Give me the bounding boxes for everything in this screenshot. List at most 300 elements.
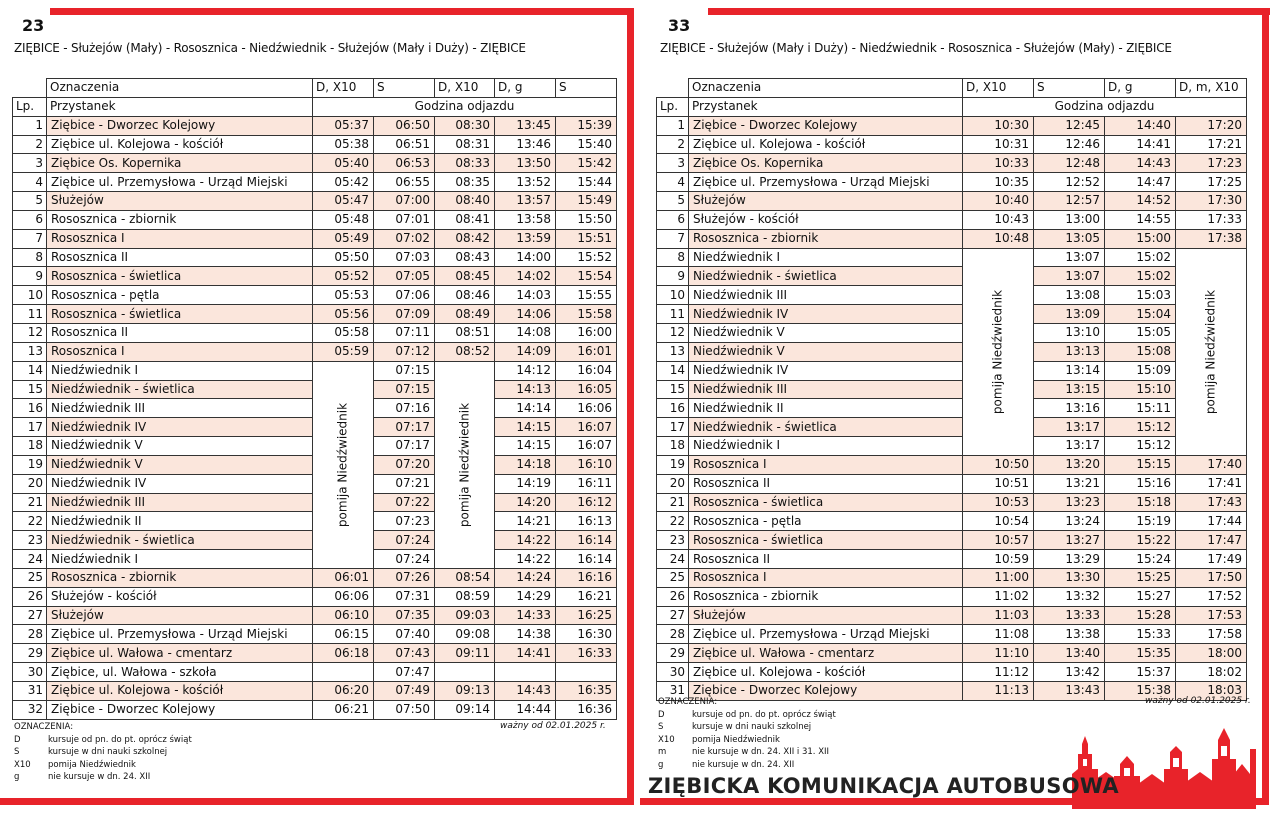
stop-number: 5: [657, 192, 689, 211]
departure-time: 13:42: [1034, 663, 1105, 682]
departure-time: 14:38: [495, 625, 556, 644]
departure-time: 13:16: [1034, 399, 1105, 418]
stop-name: Rososznica II: [47, 323, 313, 342]
stop-number: 5: [13, 192, 47, 211]
departure-time: 13:50: [495, 154, 556, 173]
departure-time: 14:55: [1105, 210, 1176, 229]
header-codes-row: [13, 79, 617, 98]
table-row: [657, 625, 1247, 644]
departure-time: 16:07: [556, 437, 617, 456]
skip-note-cell: [963, 248, 1034, 455]
table-row: [657, 644, 1247, 663]
timetable-page-right: [640, 14, 1264, 804]
table-row: [657, 192, 1247, 211]
departure-time: 17:53: [1176, 606, 1247, 625]
departure-time: 16:14: [556, 531, 617, 550]
table-row: [657, 399, 1247, 418]
stop-number: 25: [13, 568, 47, 587]
stop-number: 27: [13, 606, 47, 625]
stop-number: 1: [13, 116, 47, 135]
departure-time: 07:12: [374, 342, 435, 361]
departure-time: 07:49: [374, 682, 435, 701]
departure-time: 14:20: [495, 493, 556, 512]
departure-time: 13:27: [1034, 531, 1105, 550]
departure-time: 14:12: [495, 361, 556, 380]
departure-time: 13:17: [1034, 418, 1105, 437]
table-row: [657, 418, 1247, 437]
departure-time: 08:42: [435, 229, 495, 248]
route-title: ZIĘBICE - Służejów (Mały) - Rososznica - Niedźwiednik - Służejów (Mały i Duży) - ZIĘBICE: [14, 41, 526, 55]
departure-time: [435, 663, 495, 682]
departure-time: 13:58: [495, 210, 556, 229]
stop-number: 19: [13, 455, 47, 474]
departure-time: 10:40: [963, 192, 1034, 211]
departure-time: 13:45: [495, 116, 556, 135]
route-title: ZIĘBICE - Służejów (Mały i Duży) - Niedźwiednik - Rososznica - Służejów (Mały) - ZIĘBICE: [660, 41, 1172, 55]
header-przystanek: Przystanek: [689, 97, 963, 116]
departure-time: 14:43: [1105, 154, 1176, 173]
stop-name: Rososznica I: [47, 342, 313, 361]
legend-title: OZNACZENIA:: [14, 722, 74, 732]
stop-number: 10: [657, 286, 689, 305]
departure-time: 05:56: [313, 305, 374, 324]
departure-time: 09:03: [435, 606, 495, 625]
departure-time: 09:13: [435, 682, 495, 701]
stop-name: Niedźwiednik V: [47, 455, 313, 474]
stop-name: Ziębice ul. Przemysłowa - Urząd Miejski: [689, 173, 963, 192]
departure-time: 06:53: [374, 154, 435, 173]
stop-name: Ziębice ul. Kolejowa - kościół: [689, 663, 963, 682]
stop-name: Ziębice Os. Kopernika: [689, 154, 963, 173]
departure-time: 07:35: [374, 606, 435, 625]
departure-time: 17:38: [1176, 229, 1247, 248]
departure-time: 14:41: [1105, 135, 1176, 154]
departure-time: 15:42: [556, 154, 617, 173]
departure-time: 15:22: [1105, 531, 1176, 550]
header-course-code: D, g: [495, 79, 556, 98]
stop-name: Niedźwiednik IV: [689, 361, 963, 380]
departure-time: 15:58: [556, 305, 617, 324]
stop-name: Ziębice - Dworzec Kolejowy: [689, 116, 963, 135]
stop-name: Służejów: [47, 606, 313, 625]
stop-name: Służejów: [689, 192, 963, 211]
departure-time: 16:01: [556, 342, 617, 361]
departure-time: 10:48: [963, 229, 1034, 248]
stop-number: 26: [657, 587, 689, 606]
departure-time: 15:08: [1105, 342, 1176, 361]
departure-time: 16:16: [556, 568, 617, 587]
table-row: [657, 210, 1247, 229]
departure-time: 14:15: [495, 418, 556, 437]
header-course-code: D, X10: [313, 79, 374, 98]
stop-name: Niedźwiednik I: [689, 248, 963, 267]
departure-time: 08:59: [435, 587, 495, 606]
stop-name: Służejów: [47, 192, 313, 211]
departure-time: 15:12: [1105, 437, 1176, 456]
departure-time: 07:02: [374, 229, 435, 248]
departure-time: 07:22: [374, 493, 435, 512]
departure-time: 13:09: [1034, 305, 1105, 324]
departure-time: 08:40: [435, 192, 495, 211]
stop-number: 23: [13, 531, 47, 550]
departure-time: 13:00: [1034, 210, 1105, 229]
table-row: [13, 587, 617, 606]
departure-time: 05:42: [313, 173, 374, 192]
departure-time: 18:03: [1176, 682, 1247, 701]
header-course-code: S: [1034, 79, 1105, 98]
departure-time: 15:33: [1105, 625, 1176, 644]
stop-number: 16: [13, 399, 47, 418]
departure-time: 16:36: [556, 700, 617, 719]
stop-number: 10: [13, 286, 47, 305]
departure-time: 17:20: [1176, 116, 1247, 135]
header-blank: [657, 79, 689, 98]
legend-code: X10: [658, 734, 675, 745]
departure-time: 07:47: [374, 663, 435, 682]
departure-time: 15:24: [1105, 550, 1176, 569]
departure-time: 16:06: [556, 399, 617, 418]
legend-item: [14, 759, 192, 772]
stop-name: Ziębice ul. Przemysłowa - Urząd Miejski: [47, 173, 313, 192]
departure-time: 13:32: [1034, 587, 1105, 606]
table-row: [657, 531, 1247, 550]
stop-number: 18: [657, 437, 689, 456]
table-row: [657, 474, 1247, 493]
departure-time: 15:27: [1105, 587, 1176, 606]
departure-time: 13:07: [1034, 267, 1105, 286]
table-row: [13, 625, 617, 644]
stop-name: Ziębice - Dworzec Kolejowy: [47, 116, 313, 135]
departure-time: 05:53: [313, 286, 374, 305]
departure-time: 12:57: [1034, 192, 1105, 211]
legend-title: OZNACZENIA:: [658, 697, 718, 707]
legend-text: pomija Niedźwiednik: [48, 759, 136, 770]
stop-number: 26: [13, 587, 47, 606]
stop-name: Niedźwiednik IV: [689, 305, 963, 324]
departure-time: 06:21: [313, 700, 374, 719]
departure-time: 13:13: [1034, 342, 1105, 361]
departure-time: 16:11: [556, 474, 617, 493]
departure-time: 17:23: [1176, 154, 1247, 173]
departure-time: 10:54: [963, 512, 1034, 531]
table-row: [657, 587, 1247, 606]
table-row: [13, 116, 617, 135]
table-row: [657, 437, 1247, 456]
valid-from: ważny od 02.01.2025 r.: [1145, 696, 1251, 706]
header-oznaczenia: Oznaczenia: [689, 79, 963, 98]
departure-time: 17:49: [1176, 550, 1247, 569]
stop-number: 3: [13, 154, 47, 173]
departure-time: 15:52: [556, 248, 617, 267]
stop-number: 24: [657, 550, 689, 569]
skip-note-cell: [313, 361, 374, 568]
stop-number: 13: [657, 342, 689, 361]
stop-name: Niedźwiednik III: [47, 399, 313, 418]
stop-number: 23: [657, 531, 689, 550]
legend-item: [658, 759, 836, 772]
stop-name: Służejów: [689, 606, 963, 625]
departure-time: 05:40: [313, 154, 374, 173]
table-row: [657, 323, 1247, 342]
header-lp: Lp.: [13, 97, 47, 116]
stop-name: Ziębice Os. Kopernika: [47, 154, 313, 173]
stop-number: 17: [13, 418, 47, 437]
table-row: [13, 342, 617, 361]
skip-note-cell: [1176, 248, 1247, 455]
table-row: [657, 512, 1247, 531]
departure-time: 14:08: [495, 323, 556, 342]
legend-code: g: [658, 759, 664, 770]
page-number: 33: [668, 16, 691, 35]
stop-name: Niedźwiednik - świetlica: [47, 380, 313, 399]
stop-number: 24: [13, 550, 47, 569]
departure-time: 06:10: [313, 606, 374, 625]
departure-time: 15:02: [1105, 267, 1176, 286]
stop-name: Ziębice ul. Przemysłowa - Urząd Miejski: [689, 625, 963, 644]
stop-number: 3: [657, 154, 689, 173]
departure-time: 07:11: [374, 323, 435, 342]
departure-time: 07:24: [374, 550, 435, 569]
departure-time: 16:35: [556, 682, 617, 701]
skip-note-cell: [435, 361, 495, 568]
departure-time: 08:46: [435, 286, 495, 305]
table-row: [13, 286, 617, 305]
departure-time: 17:21: [1176, 135, 1247, 154]
stop-name: Rososznica - świetlica: [689, 493, 963, 512]
stop-number: 6: [657, 210, 689, 229]
departure-time: 17:50: [1176, 568, 1247, 587]
legend-item: [658, 746, 836, 759]
departure-time: 08:54: [435, 568, 495, 587]
timetable-left: [12, 78, 617, 720]
departure-time: 14:22: [495, 550, 556, 569]
table-row: [657, 342, 1247, 361]
departure-time: 17:47: [1176, 531, 1247, 550]
departure-time: 08:41: [435, 210, 495, 229]
stop-name: Niedźwiednik I: [47, 361, 313, 380]
departure-time: 05:49: [313, 229, 374, 248]
departure-time: 13:57: [495, 192, 556, 211]
departure-time: 15:04: [1105, 305, 1176, 324]
departure-time: 08:43: [435, 248, 495, 267]
table-row: [13, 210, 617, 229]
departure-time: 11:13: [963, 682, 1034, 701]
departure-time: 13:15: [1034, 380, 1105, 399]
departure-time: 17:58: [1176, 625, 1247, 644]
stop-name: Niedźwiednik IV: [47, 474, 313, 493]
departure-time: 17:43: [1176, 493, 1247, 512]
departure-time: 07:15: [374, 361, 435, 380]
stop-name: Rososznica - świetlica: [47, 267, 313, 286]
stop-name: Niedźwiednik - świetlica: [689, 267, 963, 286]
table-row: [13, 663, 617, 682]
stop-name: Rososznica - pętla: [689, 512, 963, 531]
stop-number: 20: [657, 474, 689, 493]
stop-number: 27: [657, 606, 689, 625]
table-row: [657, 135, 1247, 154]
departure-time: 07:15: [374, 380, 435, 399]
departure-time: 17:25: [1176, 173, 1247, 192]
departure-time: 14:21: [495, 512, 556, 531]
skip-note: pomija Niedźwiednik: [1203, 289, 1218, 414]
stop-number: 6: [13, 210, 47, 229]
departure-time: 13:10: [1034, 323, 1105, 342]
page-number: 23: [22, 16, 45, 35]
departure-time: 13:33: [1034, 606, 1105, 625]
departure-time: 08:30: [435, 116, 495, 135]
legend-code: S: [14, 747, 20, 757]
stop-number: 2: [657, 135, 689, 154]
table-row: [13, 682, 617, 701]
departure-time: 07:31: [374, 587, 435, 606]
departure-time: 10:30: [963, 116, 1034, 135]
legend-code: m: [658, 747, 667, 757]
stop-name: Ziębice - Dworzec Kolejowy: [47, 700, 313, 719]
valid-from: ważny od 02.01.2025 r.: [500, 721, 606, 731]
table-row: [657, 154, 1247, 173]
departure-time: 11:08: [963, 625, 1034, 644]
departure-time: 14:22: [495, 531, 556, 550]
stop-name: Niedźwiednik I: [689, 437, 963, 456]
stop-number: 22: [13, 512, 47, 531]
header-lp: Lp.: [657, 97, 689, 116]
stop-number: 14: [13, 361, 47, 380]
stop-name: Ziębice ul. Kolejowa - kościół: [689, 135, 963, 154]
table-row: [13, 568, 617, 587]
departure-time: 16:05: [556, 380, 617, 399]
legend-text: kursuje w dni nauki szkolnej: [48, 747, 168, 757]
table-row: [13, 644, 617, 663]
departure-time: 15:15: [1105, 455, 1176, 474]
departure-time: 07:40: [374, 625, 435, 644]
departure-time: 13:24: [1034, 512, 1105, 531]
stop-number: 9: [657, 267, 689, 286]
departure-time: 15:40: [556, 135, 617, 154]
header-codes-row: [657, 79, 1247, 98]
departure-time: 07:21: [374, 474, 435, 493]
departure-time: 17:40: [1176, 455, 1247, 474]
stop-name: Rososznica - świetlica: [47, 305, 313, 324]
departure-time: 10:33: [963, 154, 1034, 173]
departure-time: 05:37: [313, 116, 374, 135]
departure-time: 16:07: [556, 418, 617, 437]
departure-time: 06:06: [313, 587, 374, 606]
table-row: [657, 493, 1247, 512]
table-row: [13, 248, 617, 267]
stop-name: Rososznica II: [47, 248, 313, 267]
departure-time: 12:52: [1034, 173, 1105, 192]
legend-text: kursuje od pn. do pt. oprócz świąt: [692, 709, 836, 720]
departure-time: 13:23: [1034, 493, 1105, 512]
table-row: [13, 606, 617, 625]
table-row: [657, 550, 1247, 569]
stop-name: Służejów - kościół: [689, 210, 963, 229]
departure-time: 13:08: [1034, 286, 1105, 305]
stop-number: 29: [13, 644, 47, 663]
stop-name: Niedźwiednik - świetlica: [689, 418, 963, 437]
stop-name: Niedźwiednik III: [689, 380, 963, 399]
stop-number: 8: [13, 248, 47, 267]
header-blank: [13, 79, 47, 98]
departure-time: 11:10: [963, 644, 1034, 663]
stop-number: 4: [657, 173, 689, 192]
departure-time: [556, 663, 617, 682]
departure-time: 14:15: [495, 437, 556, 456]
stop-number: 21: [13, 493, 47, 512]
departure-time: 14:06: [495, 305, 556, 324]
stop-number: 15: [13, 380, 47, 399]
departure-time: 06:51: [374, 135, 435, 154]
departure-time: 13:52: [495, 173, 556, 192]
table-row: [657, 361, 1247, 380]
departure-time: 13:20: [1034, 455, 1105, 474]
stop-name: Rososznica - pętla: [47, 286, 313, 305]
stop-name: Rososznica II: [689, 550, 963, 569]
stop-name: Ziębice ul. Kolejowa - kościół: [47, 682, 313, 701]
table-row: [13, 229, 617, 248]
departure-time: 07:03: [374, 248, 435, 267]
departure-time: 14:03: [495, 286, 556, 305]
table-row: [657, 267, 1247, 286]
skip-note: pomija Niedźwiednik: [335, 402, 350, 527]
departure-time: 15:12: [1105, 418, 1176, 437]
stop-number: 15: [657, 380, 689, 399]
stop-number: 21: [657, 493, 689, 512]
departure-time: 16:04: [556, 361, 617, 380]
departure-time: 14:41: [495, 644, 556, 663]
departure-time: 05:50: [313, 248, 374, 267]
legend-text: nie kursuje w dn. 24. XII i 31. XII: [692, 747, 830, 757]
departure-time: 14:00: [495, 248, 556, 267]
departure-time: 14:29: [495, 587, 556, 606]
stop-name: Ziębice ul. Przemysłowa - Urząd Miejski: [47, 625, 313, 644]
legend-item: [658, 734, 836, 747]
departure-time: 05:38: [313, 135, 374, 154]
legend-text: kursuje od pn. do pt. oprócz świąt: [48, 734, 192, 745]
departure-time: 14:44: [495, 700, 556, 719]
stop-number: 30: [657, 663, 689, 682]
departure-time: 09:14: [435, 700, 495, 719]
stop-name: Ziębice, ul. Wałowa - szkoła: [47, 663, 313, 682]
departure-time: 10:35: [963, 173, 1034, 192]
table-row: [13, 361, 617, 380]
departure-time: 13:14: [1034, 361, 1105, 380]
stop-number: 25: [657, 568, 689, 587]
stop-name: Niedźwiednik I: [47, 550, 313, 569]
stop-name: Niedźwiednik V: [689, 323, 963, 342]
stop-number: 11: [13, 305, 47, 324]
stop-number: 7: [13, 229, 47, 248]
table-row: [657, 116, 1247, 135]
stop-number: 28: [13, 625, 47, 644]
timetable-right: [656, 78, 1247, 701]
stop-number: 17: [657, 418, 689, 437]
stop-name: Ziębice ul. Kolejowa - kościół: [47, 135, 313, 154]
departure-time: 11:00: [963, 568, 1034, 587]
departure-time: 12:48: [1034, 154, 1105, 173]
departure-time: 14:02: [495, 267, 556, 286]
stop-name: Rososznica I: [689, 455, 963, 474]
departure-time: 16:12: [556, 493, 617, 512]
stop-name: Rososznica - zbiornik: [689, 229, 963, 248]
stop-number: 14: [657, 361, 689, 380]
departure-time: 07:17: [374, 418, 435, 437]
departure-time: 07:43: [374, 644, 435, 663]
departure-time: 15:39: [556, 116, 617, 135]
departure-time: 14:19: [495, 474, 556, 493]
departure-time: 10:43: [963, 210, 1034, 229]
departure-time: 06:18: [313, 644, 374, 663]
